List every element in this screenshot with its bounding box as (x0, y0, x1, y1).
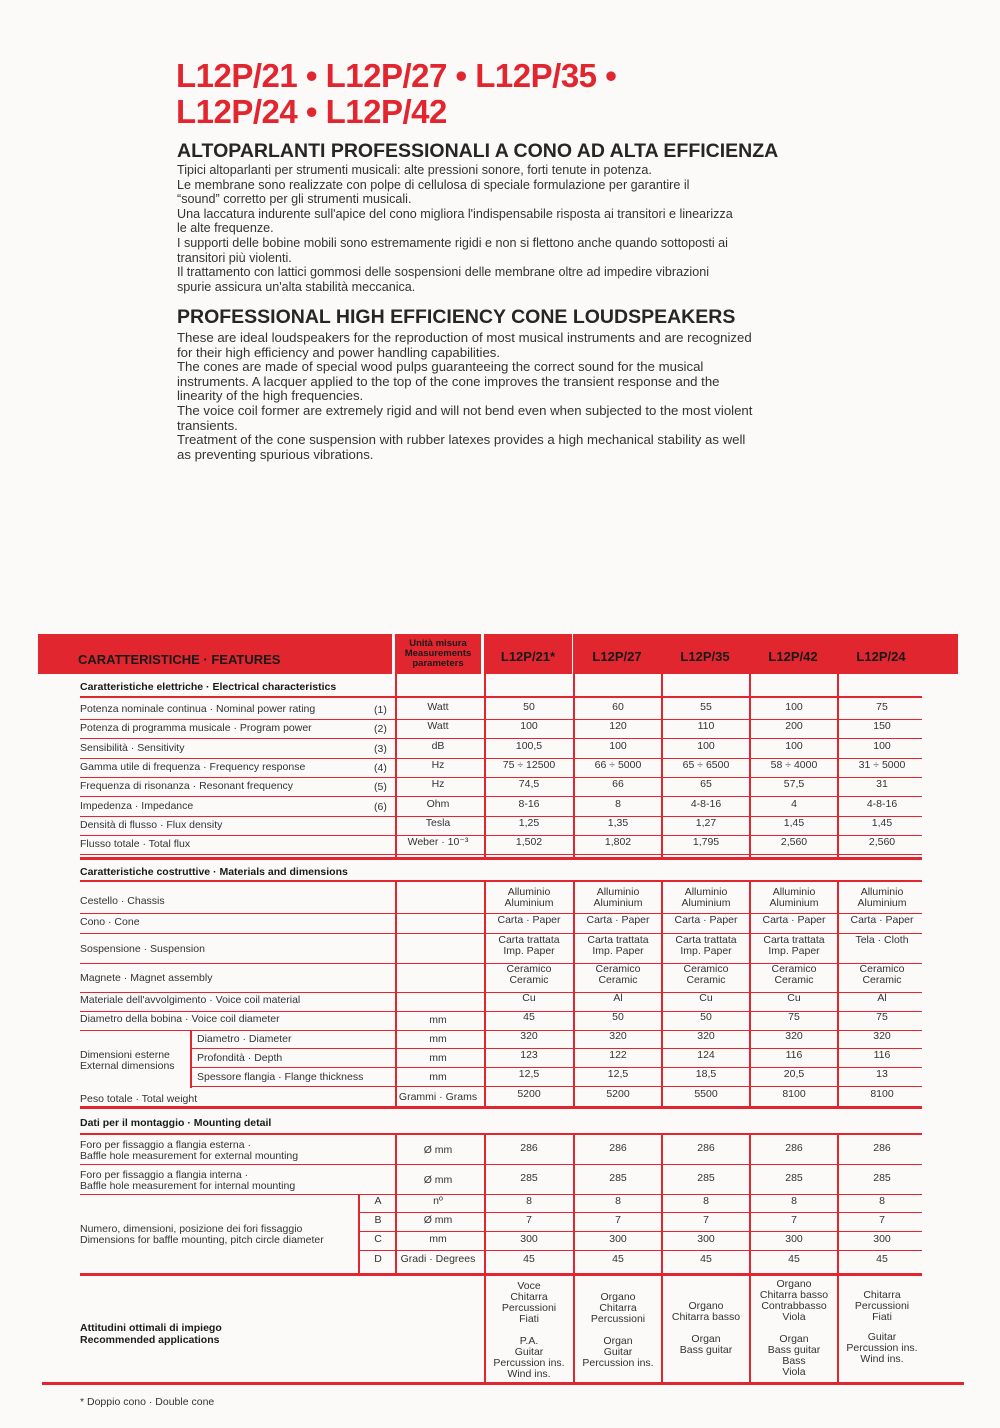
spec-label: Flusso totale · Total flux (80, 838, 191, 851)
italian-line: Il trattamento con lattici gommosi delle sospensioni delle membrane oltre ad impedire vibrazioni (177, 265, 709, 280)
english-line: as preventing spurious vibrations. (177, 446, 374, 462)
english-paragraph (177, 331, 827, 462)
spec-value: 75 (876, 1011, 888, 1023)
spec-unit: Watt (427, 701, 449, 713)
spec-value: 100 (785, 739, 803, 752)
model-header-l12p42: L12P/42 (749, 634, 837, 674)
col-divider (573, 674, 575, 858)
spec-value: 75 (788, 1011, 800, 1023)
holes-label: Numero, dimensioni, posizione dei fori fissaggio Dimensions for baffle mounting, pitch circle diameter (80, 1223, 324, 1246)
spec-value: 45 (523, 1253, 535, 1265)
spec-unit: Weber · 10⁻³ (407, 836, 469, 849)
spec-value: 18,5 (695, 1068, 717, 1080)
spec-value: 285 (785, 1172, 803, 1184)
spec-value: 286 (785, 1142, 803, 1154)
spec-value: Cu (522, 992, 536, 1004)
spec-label: Magnete · Magnet assembly (80, 972, 213, 984)
spec-value: 7 (526, 1214, 532, 1226)
features-header: CARATTERISTICHE · FEATURES (38, 634, 392, 674)
spec-value: 320 (609, 1030, 627, 1042)
spec-value: Ceramico Ceramic (506, 963, 552, 986)
spec-value: 100,5 (515, 739, 543, 752)
spec-unit: Grammi · Grams (398, 1091, 478, 1103)
spec-unit: mm (429, 1014, 447, 1026)
model-header-l12p27: L12P/27 (573, 634, 661, 674)
spec-value: 12,5 (518, 1068, 540, 1080)
italian-line: Le membrane sono realizzate con polpe di cellulosa di speciale formulazione per garantire il (177, 177, 690, 192)
italian-heading: ALTOPARLANTI PROFESSIONALI A CONO AD ALTA EFFICIENZA (177, 140, 779, 162)
col-divider (395, 880, 397, 1107)
model-header-l12p21: L12P/21* (484, 634, 572, 674)
spec-unit: dB (431, 739, 445, 752)
application-en: Organ Guitar Percussion ins. (582, 1335, 654, 1369)
spec-value: 1,795 (692, 836, 720, 849)
spec-label: Cestello · Chassis (80, 895, 165, 907)
spec-value: 31 ÷ 5000 (858, 758, 906, 771)
spec-value: 120 (609, 720, 627, 733)
spec-value: 50 (612, 1011, 624, 1023)
units-header-line: Unità misura (409, 638, 467, 649)
spec-value: 8 (615, 1195, 621, 1207)
spec-value: Carta trattata Imp. Paper (675, 934, 737, 957)
title-line-2: L12P/24 • L12P/42 (176, 93, 447, 130)
spec-value: 285 (697, 1172, 715, 1184)
col-divider (395, 1133, 397, 1274)
spec-value: 285 (520, 1172, 538, 1184)
col-divider (837, 1133, 839, 1274)
spec-value: 7 (703, 1214, 709, 1226)
spec-value: Ceramico Ceramic (595, 963, 641, 986)
spec-value: 1,45 (871, 816, 893, 829)
group-underline (80, 880, 922, 882)
italian-line: “sound” corretto per gli strumenti musicali. (177, 192, 412, 207)
header-strip-right (925, 634, 958, 674)
spec-value: 20,5 (783, 1068, 805, 1080)
col-divider (484, 880, 486, 1107)
spec-value: Carta · Paper (497, 914, 561, 926)
spec-value: 285 (873, 1172, 891, 1184)
spec-unit: Watt (427, 720, 449, 733)
spec-value: 58 ÷ 4000 (770, 758, 818, 771)
spec-unit: Tesla (425, 816, 451, 829)
model-header-l12p24: L12P/24 (837, 634, 925, 674)
spec-value: Ceramico Ceramic (683, 963, 729, 986)
units-header (395, 634, 481, 674)
english-line: transients. (177, 417, 238, 433)
group-underline (80, 696, 922, 698)
col-divider (749, 880, 751, 1107)
spec-value: 7 (615, 1214, 621, 1226)
col-divider (484, 1133, 486, 1274)
units-header-line: Measurements (404, 648, 472, 659)
italian-line: le alte frequenze. (177, 221, 274, 236)
hole-letter: D (374, 1253, 382, 1265)
row-divider (190, 1086, 922, 1087)
spec-value: 320 (520, 1030, 538, 1042)
italian-line: Tipici altoparlanti per strumenti musicali: alte pressioni sonore, forti tenute in potenza. (177, 163, 652, 177)
spec-value: 4-8-16 (690, 797, 722, 810)
spec-value: 45 (788, 1253, 800, 1265)
spec-value: 150 (873, 720, 891, 733)
italian-line: spurie assicura un'alta stabilità meccanica. (177, 279, 416, 294)
spec-value: 8100 (870, 1088, 894, 1100)
spec-value: Tela · Cloth (855, 934, 909, 946)
spec-value: 2,560 (868, 836, 896, 849)
spec-value: 1,27 (695, 816, 717, 829)
row-divider (80, 854, 922, 855)
spec-value: Carta · Paper (850, 914, 914, 926)
english-line: The voice coil former are extremely rigid and will not bend even when subjected to the most violent (177, 402, 753, 418)
spec-label: Impedenza · Impedance (80, 799, 194, 812)
spec-unit: mm (429, 1033, 447, 1045)
row-divider (190, 1048, 922, 1049)
spec-value: 66 ÷ 5000 (594, 758, 642, 771)
application-it: Organo Chitarra Percussioni (590, 1291, 646, 1325)
spec-value: 100 (697, 739, 715, 752)
col-divider (573, 1133, 575, 1274)
english-line: for their high efficiency and power handling capabilities. (177, 344, 501, 360)
hole-letter: A (374, 1195, 382, 1207)
ext-dim-sublabel: Profondità · Depth (197, 1052, 283, 1064)
spec-label: Frequenza di risonanza · Resonant frequency (80, 780, 294, 793)
italian-line: Una laccatura indurente sull'apice del cono migliora l'indispensabile risposta ai transitori e linearizza (177, 206, 733, 221)
ext-dim-label: Dimensioni esterne External dimensions (80, 1049, 175, 1072)
spec-value: 50 (523, 701, 535, 713)
spec-value: 65 (700, 778, 712, 791)
spec-value: 60 (612, 701, 624, 713)
spec-value: 74,5 (518, 778, 540, 791)
spec-label: Gamma utile di frequenza · Frequency response (80, 760, 306, 773)
application-it: Voce Chitarra Percussioni Fiati (501, 1280, 557, 1325)
spec-value: 1,25 (518, 816, 540, 829)
spec-value: 285 (609, 1172, 627, 1184)
spec-value: 286 (609, 1142, 627, 1154)
spec-value: 8 (615, 797, 621, 810)
spec-value: 7 (879, 1214, 885, 1226)
spec-label: Sospensione · Suspension (80, 943, 205, 955)
spec-value: Al (613, 992, 623, 1004)
application-en: Guitar Percussion ins. Wind ins. (846, 1331, 918, 1365)
spec-label: Foro per fissaggio a flangia esterna · Baffle hole measurement for external mounting (80, 1139, 299, 1162)
spec-value: 31 (876, 778, 888, 791)
weight-label: Peso totale · Total weight (80, 1093, 198, 1105)
spec-value: 8 (879, 1195, 885, 1207)
spec-value: 286 (697, 1142, 715, 1154)
spec-value: 116 (785, 1049, 803, 1061)
spec-value: 124 (697, 1049, 715, 1061)
spec-value: 110 (697, 720, 715, 733)
spec-label: Sensibilità · Sensitivity (80, 741, 185, 754)
hole-letter: B (374, 1214, 382, 1226)
group-mounting: Dati per il montaggio · Mounting detail (80, 1117, 272, 1129)
application-en: Organ Bass guitar Bass Viola (767, 1333, 821, 1378)
footnote: * Doppio cono · Double cone (80, 1396, 215, 1408)
spec-value: Alluminio Aluminium (593, 886, 643, 909)
spec-value: 8 (791, 1195, 797, 1207)
spec-label: Foro per fissaggio a flangia interna · Baffle hole measurement for internal mounting (80, 1169, 296, 1192)
group-underline (80, 1133, 922, 1135)
spec-value: Alluminio Aluminium (504, 886, 554, 909)
spec-value: Carta trattata Imp. Paper (763, 934, 825, 957)
model-header-l12p35: L12P/35 (661, 634, 749, 674)
col-divider (661, 880, 663, 1107)
spec-value: 286 (873, 1142, 891, 1154)
spec-value: 45 (700, 1253, 712, 1265)
spec-value: 1,45 (783, 816, 805, 829)
col-divider (395, 674, 397, 858)
spec-value: 45 (612, 1253, 624, 1265)
spec-value: 4-8-16 (866, 797, 898, 810)
spec-value: 300 (697, 1233, 715, 1245)
spec-value: 75 ÷ 12500 (502, 758, 556, 771)
spec-value: 300 (520, 1233, 538, 1245)
spec-value: 300 (785, 1233, 803, 1245)
application-en: P.A. Guitar Percussion ins. Wind ins. (493, 1335, 565, 1380)
spec-value: 8 (526, 1195, 532, 1207)
col-divider (837, 674, 839, 858)
application-it: Organo Chitarra basso (671, 1300, 741, 1323)
spec-unit: mm (429, 1233, 447, 1245)
spec-value: 45 (876, 1253, 888, 1265)
italian-line: transitori più violenti. (177, 250, 292, 265)
spec-unit: mm (429, 1052, 447, 1064)
col-divider (837, 1276, 839, 1383)
col-divider (749, 674, 751, 858)
spec-value: 1,502 (515, 836, 543, 849)
group-divider (80, 1273, 922, 1276)
spec-note: (1) (374, 704, 387, 716)
spec-value: 300 (609, 1233, 627, 1245)
sub-divider (190, 1030, 192, 1088)
spec-label: Potenza di programma musicale · Program power (80, 722, 312, 735)
spec-value: 320 (873, 1030, 891, 1042)
applications-label: Attitudini ottimali di impiego Recommended applications (80, 1322, 222, 1346)
english-line: instruments. A lacquer applied to the top of the cone improves the transient response and the (177, 373, 720, 389)
spec-note: (3) (374, 742, 387, 755)
english-line: linearity of the high frequencies. (177, 388, 364, 404)
col-divider (573, 880, 575, 1107)
spec-value: Ceramico Ceramic (771, 963, 817, 986)
units-header-line: parameters (412, 658, 464, 669)
spec-value: 5200 (517, 1088, 541, 1100)
spec-value: Alluminio Aluminium (769, 886, 819, 909)
spec-note: (2) (374, 723, 387, 736)
spec-value: 123 (520, 1049, 538, 1061)
group-divider (80, 857, 922, 860)
spec-value: 8100 (782, 1088, 806, 1100)
spec-unit: Gradi · Degrees (400, 1253, 476, 1265)
spec-value: Alluminio Aluminium (681, 886, 731, 909)
spec-value: Carta trattata Imp. Paper (498, 934, 560, 957)
spec-value: 2,560 (780, 836, 808, 849)
model-titles (176, 58, 616, 130)
spec-label: Cono · Cone (80, 916, 140, 928)
table-bottom (42, 1382, 964, 1385)
spec-value: 45 (523, 1011, 535, 1023)
col-divider (484, 1276, 486, 1383)
spec-note: (5) (374, 781, 387, 794)
spec-value: 122 (609, 1049, 627, 1061)
spec-value: 13 (876, 1068, 888, 1080)
spec-unit: Hz (431, 758, 445, 771)
spec-unit: Ø mm (423, 1144, 453, 1156)
spec-value: 286 (520, 1142, 538, 1154)
application-it: Chitarra Percussioni Fiati (854, 1289, 910, 1323)
italian-paragraph (177, 163, 827, 294)
spec-value: 100 (609, 739, 627, 752)
spec-unit: Ø mm (423, 1214, 453, 1226)
spec-value: 1,35 (607, 816, 629, 829)
col-divider (661, 1133, 663, 1274)
spec-value: 65 ÷ 6500 (682, 758, 730, 771)
spec-value: 100 (520, 720, 538, 733)
spec-value: Alluminio Aluminium (857, 886, 907, 909)
spec-value: 7 (791, 1214, 797, 1226)
hole-letter: C (374, 1233, 382, 1245)
ext-dim-sublabel: Diametro · Diameter (197, 1033, 292, 1045)
spec-unit: Ohm (426, 797, 450, 810)
spec-value: 320 (697, 1030, 715, 1042)
spec-value: 116 (873, 1049, 891, 1061)
spec-value: 100 (785, 701, 803, 713)
spec-value: Carta · Paper (674, 914, 738, 926)
spec-value: 8-16 (518, 797, 540, 810)
spec-value: Cu (787, 992, 801, 1004)
group-electrical: Caratteristiche elettriche · Electrical characteristics (80, 681, 337, 693)
spec-unit: mm (429, 1071, 447, 1083)
spec-value: Carta trattata Imp. Paper (587, 934, 649, 957)
spec-value: 75 (876, 701, 888, 713)
application-en: Organ Bass guitar (679, 1333, 733, 1356)
english-line: These are ideal loudspeakers for the reproduction of most musical instruments and are recognized (177, 330, 752, 345)
row-divider (80, 1164, 922, 1165)
sub-divider (358, 1194, 360, 1274)
spec-value: 57,5 (783, 778, 805, 791)
spec-value: 320 (785, 1030, 803, 1042)
spec-value: 8 (703, 1195, 709, 1207)
spec-value: 1,802 (604, 836, 632, 849)
spec-label: Densità di flusso · Flux density (80, 818, 223, 831)
english-line: The cones are made of special wood pulps guaranteeing the correct sound for the musical (177, 359, 704, 375)
spec-label: Potenza nominale continua · Nominal power rating (80, 703, 316, 715)
spec-value: Ceramico Ceramic (859, 963, 905, 986)
spec-value: Al (877, 992, 887, 1004)
spec-note: (6) (374, 800, 387, 813)
spec-value: 300 (873, 1233, 891, 1245)
ext-dim-sublabel: Spessore flangia · Flange thickness (197, 1071, 364, 1083)
col-divider (749, 1276, 751, 1383)
spec-value: 5200 (606, 1088, 630, 1100)
spec-value: 55 (700, 701, 712, 713)
row-divider (190, 1067, 922, 1068)
spec-label: Materiale dell'avvolgimento · Voice coil material (80, 994, 301, 1006)
col-divider (484, 674, 486, 858)
spec-value: 200 (785, 720, 803, 733)
spec-value: Carta · Paper (586, 914, 650, 926)
col-divider (837, 880, 839, 1107)
group-materials: Caratteristiche costruttive · Materials and dimensions (80, 866, 348, 878)
spec-value: 100 (873, 739, 891, 752)
spec-note: (4) (374, 761, 387, 774)
spec-value: 12,5 (607, 1068, 629, 1080)
group-divider (80, 1106, 922, 1109)
col-divider (573, 1276, 575, 1383)
spec-unit: nº (433, 1195, 443, 1207)
spec-value: 66 (612, 778, 624, 791)
col-divider (661, 1276, 663, 1383)
italian-line: I supporti delle bobine mobili sono estremamente rigidi e non si flettono anche quando sottoposti ai (177, 235, 728, 250)
spec-value: Carta · Paper (762, 914, 826, 926)
col-divider (661, 674, 663, 858)
spec-value: 50 (700, 1011, 712, 1023)
spec-unit: Hz (431, 778, 445, 791)
spec-label: Diametro della bobina · Voice coil diameter (80, 1013, 280, 1025)
application-it: Organo Chitarra basso Contrabbasso Viola (759, 1278, 829, 1323)
spec-value: Cu (699, 992, 713, 1004)
title-line-1: L12P/21 • L12P/27 • L12P/35 • (176, 57, 617, 94)
col-divider (749, 1133, 751, 1274)
spec-unit: Ø mm (423, 1174, 453, 1186)
spec-value: 4 (791, 797, 797, 810)
spec-value: 5500 (694, 1088, 718, 1100)
english-heading: PROFESSIONAL HIGH EFFICIENCY CONE LOUDSPEAKERS (177, 306, 736, 328)
english-line: Treatment of the cone suspension with rubber latexes provides a high mechanical stability as well (177, 432, 746, 448)
